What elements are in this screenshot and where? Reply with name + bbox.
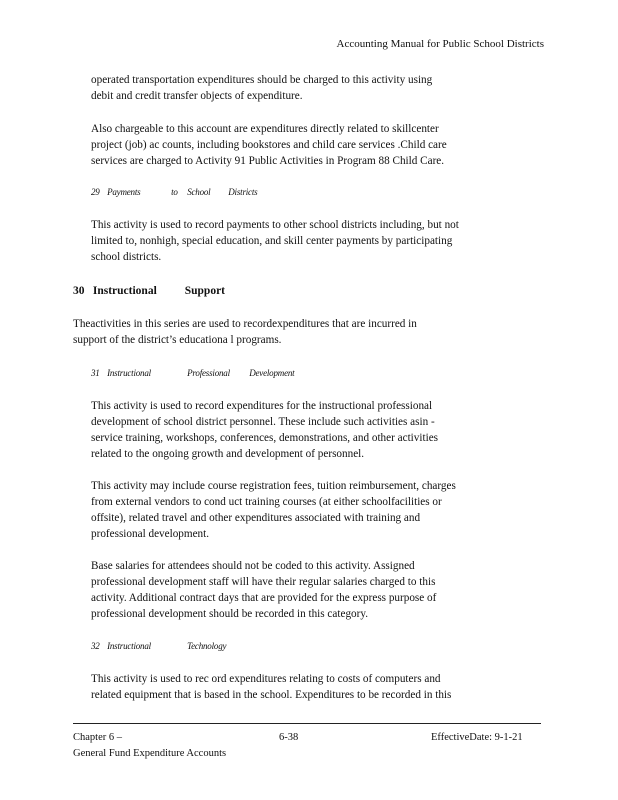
- subheading-word: Technology: [187, 641, 227, 651]
- paragraph-chargeable: [91, 121, 529, 169]
- running-header: Accounting Manual for Public School Districts: [336, 38, 544, 50]
- paragraph-series: [73, 316, 511, 348]
- text-line: offsite), related travel and other expenditures associated with training and: [91, 512, 421, 524]
- section-word: Support: [184, 285, 226, 297]
- subheading-word: Instructional: [107, 641, 151, 651]
- text-line: professional development staff will have their regular salaries charged to this: [91, 576, 436, 588]
- text-line: Base salaries for attendees should not be coded to this activity. Assigned: [91, 560, 415, 572]
- text-line: support of the district’s educationa l programs.: [73, 334, 282, 346]
- subheading-word: Professional: [187, 368, 230, 378]
- text-line: operated transportation expenditures should be charged to this activity using: [91, 74, 433, 86]
- text-line: Theactivities in this series are used to recordexpenditures that are incurred in: [73, 318, 417, 330]
- section-heading-30: [73, 285, 225, 297]
- subheading-29: [91, 187, 257, 197]
- footer-chapter: Chapter 6 –: [73, 732, 122, 743]
- text-line: related equipment that is based in the school. Expenditures to be recorded in this: [91, 689, 452, 701]
- text-line: This activity is used to rec ord expenditures relating to costs of computers and: [91, 673, 441, 685]
- paragraph-transportation: [91, 72, 529, 104]
- text-line: activity. Additional contract days that are provided for the express purpose of: [91, 592, 437, 604]
- text-line: professional development.: [91, 528, 210, 540]
- text-line: development of school district personnel. These include such activities asin -: [91, 416, 435, 428]
- subheading-number: 31: [91, 368, 100, 378]
- subheading-number: 32: [91, 641, 100, 651]
- subheading-word: Development: [249, 368, 295, 378]
- subheading-word: Districts: [228, 187, 258, 197]
- text-line: This activity is used to record expenditures for the instructional professional: [91, 400, 433, 412]
- text-line: This activity is used to record payments to other school districts including, but not: [91, 219, 459, 231]
- subheading-32: [91, 641, 226, 651]
- text-line: professional development should be recorded in this category.: [91, 608, 369, 620]
- text-line: Also chargeable to this account are expenditures directly related to skillcenter: [91, 123, 439, 135]
- text-line: service training, workshops, conferences, demonstrations, and other activities: [91, 432, 439, 444]
- paragraph-registration: [91, 478, 529, 542]
- subheading-word: to: [171, 187, 178, 197]
- text-line: debit and credit transfer objects of expenditure.: [91, 90, 303, 102]
- paragraph-professional-development: [91, 398, 529, 462]
- paragraph-base-salaries: [91, 558, 529, 622]
- subheading-31: [91, 368, 294, 378]
- text-line: from external vendors to cond uct training courses (at either schoolfacilities or: [91, 496, 442, 508]
- text-line: related to the ongoing growth and development of personnel.: [91, 448, 365, 460]
- text-line: limited to, nonhigh, special education, and skill center payments by participating: [91, 235, 453, 247]
- text-line: project (job) ac counts, including bookstores and child care services .Child care: [91, 139, 447, 151]
- footer-rule: [73, 723, 541, 724]
- text-line: school districts.: [91, 251, 162, 263]
- paragraph-payments: [91, 217, 529, 265]
- footer-effective-date: EffectiveDate: 9-1-21: [431, 732, 523, 743]
- section-word: Instructional: [92, 285, 157, 297]
- paragraph-technology: [91, 671, 529, 703]
- footer-page-number: 6-38: [279, 732, 299, 743]
- subheading-word: Instructional: [107, 368, 151, 378]
- text-line: This activity may include course registration fees, tuition reimbursement, charges: [91, 480, 456, 492]
- subheading-word: School: [187, 187, 211, 197]
- subheading-number: 29: [91, 187, 100, 197]
- footer-chapter-title: General Fund Expenditure Accounts: [73, 748, 227, 759]
- section-number: 30: [73, 285, 85, 297]
- subheading-word: Payments: [107, 187, 141, 197]
- text-line: services are charged to Activity 91 Public Activities in Program 88 Child Care.: [91, 155, 445, 167]
